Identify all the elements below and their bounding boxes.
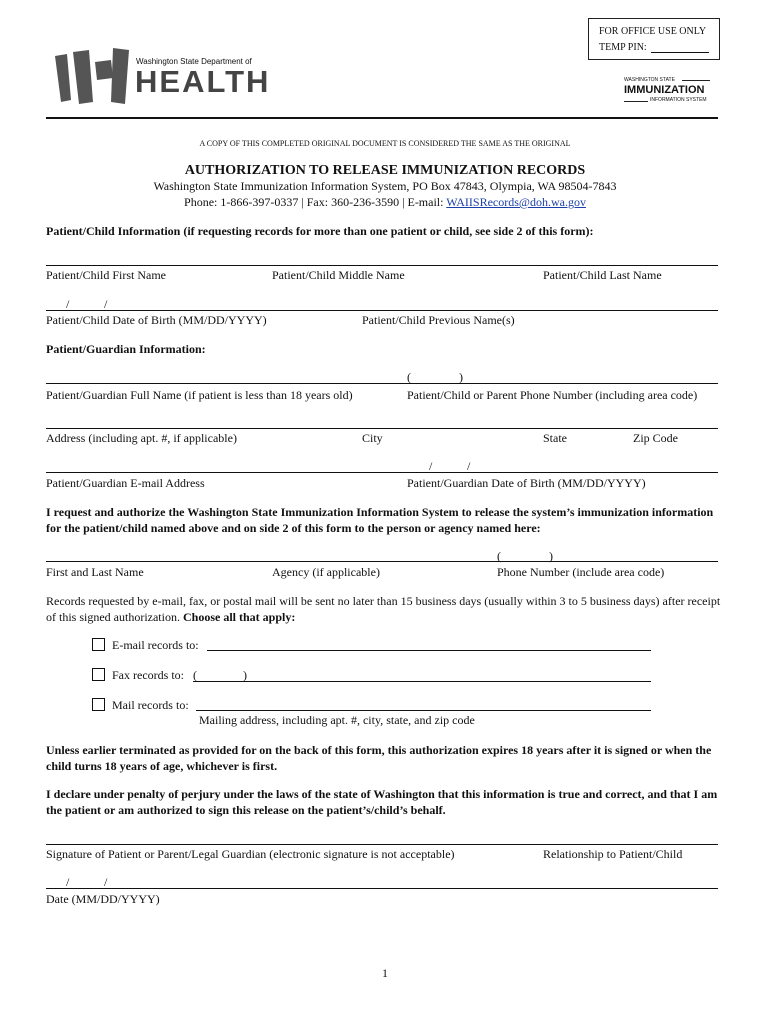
guardian-heading: Patient/Guardian Information: (46, 342, 206, 356)
temp-pin-field[interactable] (651, 52, 709, 53)
wa-iis-logo-mid: IMMUNIZATION (624, 84, 705, 96)
mail-records-field[interactable] (196, 710, 651, 711)
recipient-name-label: First and Last Name (46, 565, 144, 579)
guardian-dob-label: Patient/Guardian Date of Birth (MM/DD/YYYY) (407, 476, 646, 490)
recipient-agency-label: Agency (if applicable) (272, 565, 380, 579)
signature-field[interactable] (46, 844, 718, 845)
temp-pin-label: TEMP PIN: (599, 42, 647, 53)
gdob-slash-1: / (429, 459, 433, 473)
records-text (46, 593, 726, 625)
guardian-email-field[interactable] (46, 472, 718, 473)
patient-heading: Patient/Child Information (if requesting records for more than one patient or child, see side 2 of this form): (46, 224, 594, 238)
doh-logo-small: Washington State Department of (136, 57, 252, 66)
date-slash-1: / (66, 875, 70, 889)
fax-checkbox[interactable] (92, 668, 105, 681)
guardian-city-label: City (362, 431, 383, 445)
expire-text: Unless earlier terminated as provided for on the back of this form, this authorization expires 18 years after it is signed or when the child turns 18 years of age, whichever is first. (46, 743, 712, 773)
guardian-state-label: State (543, 431, 567, 445)
office-use-label: FOR OFFICE USE ONLY (599, 26, 707, 37)
dob-slash-2: / (104, 297, 108, 311)
guardian-phone-label: Patient/Child or Parent Phone Number (including area code) (407, 388, 698, 402)
patient-first-label: Patient/Child First Name (46, 268, 166, 282)
contact-prefix: Phone: 1-866-397-0337 | Fax: 360-236-3590 | E-mail: (184, 195, 447, 209)
office-use-box (588, 18, 720, 60)
recipient-field[interactable] (46, 561, 718, 562)
patient-last-label: Patient/Child Last Name (543, 268, 662, 282)
email-option-label: E-mail records to: (112, 638, 199, 652)
recipient-phone-label: Phone Number (include area code) (497, 565, 665, 579)
patient-name-field[interactable] (46, 265, 718, 266)
wa-iis-logo-top: WASHINGTON STATE (624, 77, 675, 83)
rphone-paren-close: ) (549, 549, 553, 563)
wa-iis-logo-line-top (682, 80, 710, 81)
mail-option-label: Mail records to: (112, 698, 189, 712)
records-body: Records requested by e-mail, fax, or postal mail will be sent no later than 15 business days (usually within 3 to 5 business days) after receipt of this signed authorization. (46, 594, 721, 624)
guardian-address-field[interactable] (46, 428, 718, 429)
gdob-slash-2: / (467, 459, 471, 473)
wa-iis-logo (620, 77, 720, 107)
declare-text: I declare under penalty of perjury under the laws of the state of Washington that this information is true and correct, and that I am the patient or am authorized to sign this release on the patient’s/child’s behalf. (46, 787, 718, 817)
date-field[interactable] (46, 888, 718, 889)
dob-slash-1: / (66, 297, 70, 311)
date-slash-2: / (104, 875, 108, 889)
guardian-name-field[interactable] (46, 383, 718, 384)
address-line: Washington State Immunization Information System, PO Box 47843, Olympia, WA 98504-7843 (153, 179, 617, 193)
signature-label: Signature of Patient or Parent/Legal Guardian (electronic signature is not acceptable) (46, 847, 455, 861)
patient-middle-label: Patient/Child Middle Name (272, 268, 405, 282)
rphone-paren-open: ( (497, 549, 501, 563)
patient-prev-label: Patient/Child Previous Name(s) (362, 313, 515, 327)
guardian-email-label: Patient/Guardian E-mail Address (46, 476, 205, 490)
doh-logo-big: HEALTH (135, 64, 271, 99)
wa-iis-logo-bottom: INFORMATION SYSTEM (650, 97, 707, 103)
fax-paren-open: ( (193, 668, 197, 682)
page-number: 1 (382, 966, 388, 980)
copy-notice: A COPY OF THIS COMPLETED ORIGINAL DOCUMENT IS CONSIDERED THE SAME AS THE ORIGINAL (199, 139, 571, 148)
fax-records-field[interactable] (193, 681, 651, 682)
header-divider (46, 117, 718, 119)
choose-all-text: Choose all that apply: (182, 610, 296, 624)
guardian-zip-label: Zip Code (633, 431, 678, 445)
date-label: Date (MM/DD/YYYY) (46, 892, 160, 906)
email-records-field[interactable] (207, 650, 651, 651)
doh-logo-icon (55, 48, 135, 104)
mail-checkbox[interactable] (92, 698, 105, 711)
wa-iis-logo-line-bottom (624, 101, 648, 102)
guardian-name-label: Patient/Guardian Full Name (if patient is less than 18 years old) (46, 388, 353, 402)
mail-hint: Mailing address, including apt. #, city, state, and zip code (199, 713, 475, 727)
email-checkbox[interactable] (92, 638, 105, 651)
patient-dob-field[interactable] (46, 310, 718, 311)
patient-dob-label: Patient/Child Date of Birth (MM/DD/YYYY) (46, 313, 267, 327)
phone-paren-open: ( (407, 370, 411, 384)
phone-paren-close: ) (459, 370, 463, 384)
fax-option-label: Fax records to: (112, 668, 184, 682)
contact-line (0, 195, 770, 209)
fax-paren-close: ) (243, 668, 247, 682)
page-title: AUTHORIZATION TO RELEASE IMMUNIZATION RECORDS (184, 163, 586, 178)
relationship-label: Relationship to Patient/Child (543, 847, 683, 861)
guardian-address-label: Address (including apt. #, if applicable) (46, 431, 237, 445)
email-link[interactable]: WAIISRecords@doh.wa.gov (446, 195, 586, 209)
request-text: I request and authorize the Washington State Immunization Information System to release the system’s immunization information for the patient/child named above and on side 2 of this form to the person or agency named here: (46, 505, 714, 535)
